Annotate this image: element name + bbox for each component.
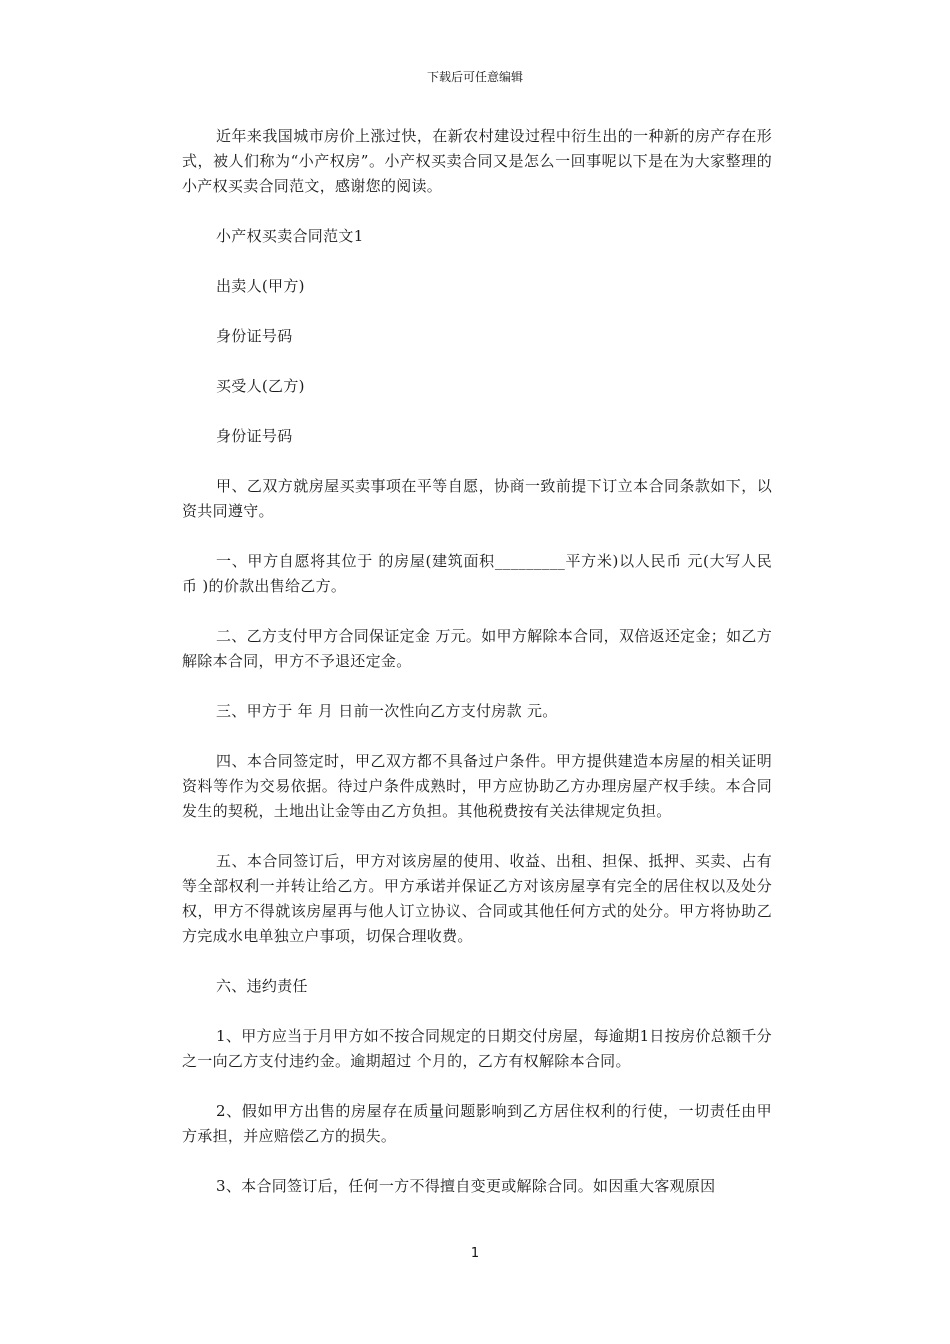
preamble-paragraph: 甲、乙双方就房屋买卖事项在平等自愿，协商一致前提下订立本合同条款如下，以资共同遵守。 — [182, 477, 772, 520]
buyer-label: 买受人(乙方) — [216, 377, 305, 395]
clause-6-heading: 六、违约责任 — [216, 977, 308, 995]
contract-title: 小产权买卖合同范文1 — [216, 227, 364, 245]
seller-label: 出卖人(甲方) — [216, 277, 305, 295]
clause-5: 五、本合同签订后，甲方对该房屋的使用、收益、出租、担保、抵押、买卖、占有等全部权利一并转让给乙方。甲方承诺并保证乙方对该房屋享有完全的居住权以及处分权，甲方不得就该房屋再与他人订立协议、合同或其他任何方式的处分。甲方将协助乙方完成水电单独立户事项，切保合理收费。 — [182, 852, 772, 945]
document-body — [182, 124, 772, 1199]
clause-6-item-1: 1、甲方应当于月甲方如不按合同规定的日期交付房屋，每逾期1日按房价总额千分之一向乙方支付违约金。逾期超过 个月的，乙方有权解除本合同。 — [182, 1027, 772, 1070]
page-number: 1 — [470, 1246, 480, 1261]
clause-6-item-2: 2、假如甲方出售的房屋存在质量问题影响到乙方居住权利的行使，一切责任由甲方承担，并应赔偿乙方的损失。 — [182, 1102, 772, 1145]
clause-3: 三、甲方于 年 月 日前一次性向乙方支付房款 元。 — [216, 702, 558, 720]
clause-2: 二、乙方支付甲方合同保证定金 万元。如甲方解除本合同，双倍返还定金；如乙方解除本合同，甲方不予退还定金。 — [182, 627, 772, 670]
intro-paragraph: 近年来我国城市房价上涨过快，在新农村建设过程中衍生出的一种新的房产存在形式，被人们称为“小产权房”。小产权买卖合同又是怎么一回事呢以下是在为大家整理的小产权买卖合同范文，感谢您的阅读。 — [182, 127, 772, 195]
buyer-id-label: 身份证号码 — [216, 427, 293, 445]
clause-6-item-3: 3、本合同签订后，任何一方不得擅自变更或解除合同。如因重大客观原因 — [216, 1177, 716, 1195]
clause-4: 四、本合同签定时，甲乙双方都不具备过户条件。甲方提供建造本房屋的相关证明资料等作为交易依据。待过户条件成熟时，甲方应协助乙方办理房屋产权手续。本合同发生的契税，土地出让金等由乙方负担。其他税费按有关法律规定负担。 — [182, 752, 772, 820]
page-header: 下载后可任意编辑 — [426, 70, 523, 84]
clause-1: 一、甲方自愿将其位于 的房屋(建筑面积_________平方米)以人民币 元(大写人民币 )的价款出售给乙方。 — [182, 552, 772, 595]
seller-id-label: 身份证号码 — [216, 327, 293, 345]
